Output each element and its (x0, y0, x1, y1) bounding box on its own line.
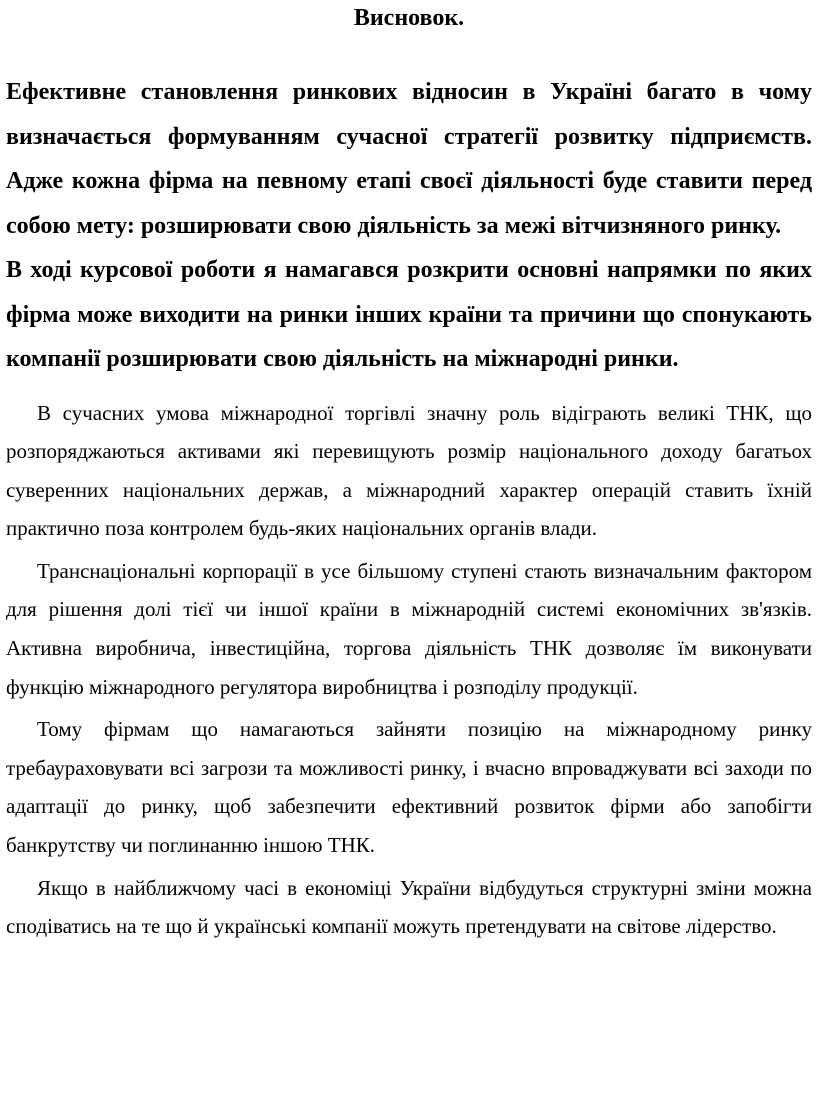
paragraph-2: Транснаціональні корпорації в усе більшому ступені стають визначальним фактором для рішення долі тієї чи іншої країни в міжнародній системі економічних зв'язків. Активна виробнича, інвестиційна, торгова діяльність ТНК дозволяє їм виконувати функцію міжнародного регулятора виробництва і розподілу продукції. (6, 558, 812, 699)
document-page (6, 0, 812, 946)
paragraph-1: В сучасних умова міжнародної торгівлі значну роль відіграють великі ТНК, що розпоряджаються активами які перевищують розмір національного доходу багатьох суверенних національних держав, а міжнародний характер операцій ставить їхній практично поза контролем будь-яких національних органів влади. (6, 400, 812, 541)
bold-paragraph-2: В ході курсової роботи я намагався розкрити основні напрямки по яких фірма може виходити на ринки інших країни та причини що спонукають компанії розширювати свою діяльність на міжнародні ринки. (6, 257, 812, 372)
page-title: Висновок. (353, 5, 465, 31)
paragraph-4: Якщо в найближчому часі в економіці України відбудуться структурні зміни можна сподіватись на те що й українські компанії можуть претендувати на світове лідерство. (6, 875, 812, 939)
paragraph-3: Тому фірмам що намагаються зайняти позицію на міжнародному ринку требаураховувати всі загрози та можливості ринку, і вчасно впроваджувати всі заходи по адаптації до ринку, щоб забезпечити ефективний розвиток фірми або запобігти банкрутству чи поглинанню іншою ТНК. (6, 717, 812, 858)
bold-paragraph-1: Ефективне становлення ринкових відносин в Україні багато в чому визначається формуванням сучасної стратегії розвитку підприємств. Адже кожна фірма на певному етапі своєї діяльності буде ставити перед собою мету: розширювати свою діяльність за межі вітчизняного ринку. (6, 79, 812, 239)
